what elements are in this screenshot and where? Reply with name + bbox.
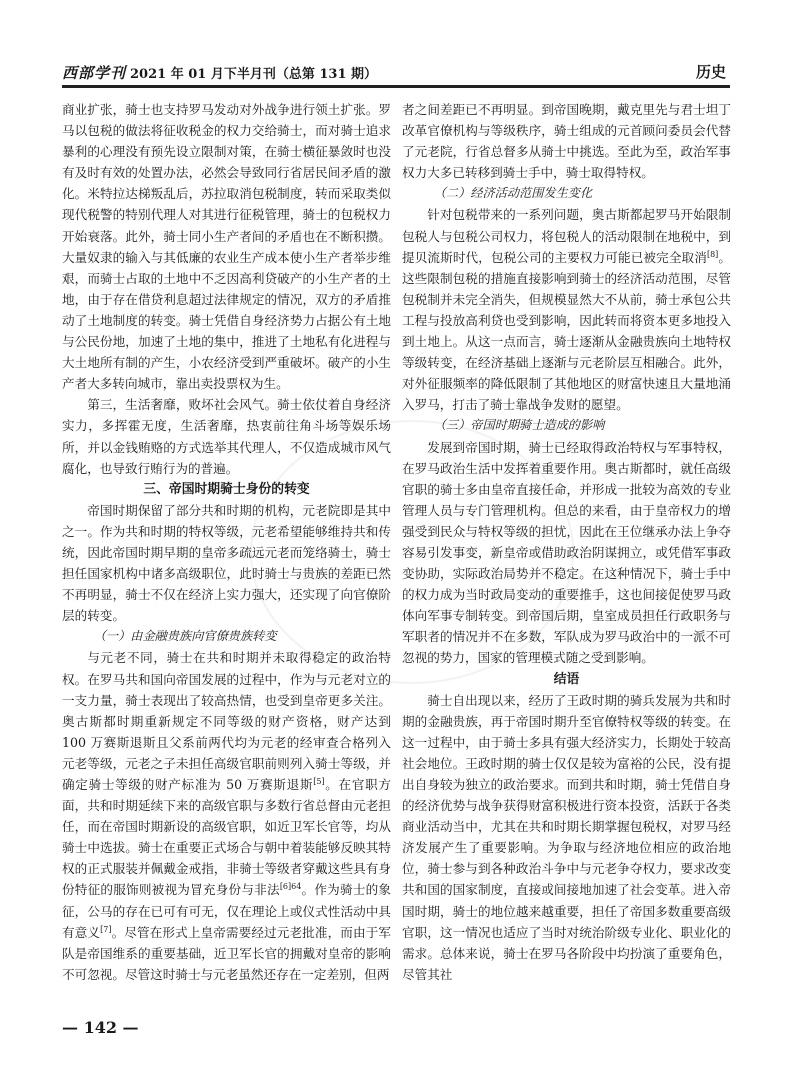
text-run: 。作为骑士的象征，公马的存在已可有可无，仅在理论上或仪式性活动中具有意义 [62,882,392,940]
subsection-heading: （三）帝国时期骑士造成的影响 [433,418,605,433]
citation: [7] [100,924,112,934]
paragraph: 第三，生活奢靡，败坏社会风气。骑士依仗着自身经济实力，多挥霍无度，生活奢靡，热衷前往角斗场等娱乐场所，并以金钱贿赂的方式选举其代理人，不仅造成城市风气腐化，也导致行贿行为的普遍。 [62,397,391,476]
text-run: 针对包税带来的一系列问题，奥古斯都起罗马开始限制包税人与包税公司权力，将包税人的活动限制在地税中，到提贝流斯时代，包税公司的主要权力可能已被完全取消 [402,207,731,265]
subsection-heading: （一）由金融贵族向官僚贵族转变 [93,629,277,644]
right-column [402,99,731,985]
paragraph [62,647,391,985]
paragraph [402,204,731,415]
paragraph: 骑士自出现以来，经历了王政时期的骑兵发展为共和时期的金融贵族，再于帝国时期升至官僚特权等级的转变。在这一过程中，由于骑士多具有强大经济实力，长期处于较高社会地位。王政时期的骑士仅仅是较为富裕的公民，没有提出自身较为独立的政治要求。而到共和时期，骑士凭借自身的经济优势与战争获得财富积极进行资本投资，活跃于各类商业活动当中，尤其在共和时期长期掌握包税权，对罗马经济发展产生了重要影响。为争取与经济地位相应的政治地位，骑士参与到各种政治斗争中与元老争夺权力，要求改变共和国的国家制度，直接或间接地加速了社会变革。进入帝国时期，骑士的地位越来越重要，担任了帝国多数重要高级官职，这一情况也适应了当时对统治阶级专业化、职业化的需求。总体来说，骑士在罗马各阶段中均扮演了重要角色，尽管其社 [402,692,731,982]
subsection-heading: （二）经济活动范围发生变化 [433,186,593,201]
text-run: 。这些限制包税的措施直接影响到骑士的经济活动范围，尽管包税制并未完全消失，但规模显然大不从前，骑士承包公共工程与投放高利贷也受到影响，因此转而将资本更多地投入到土地上。从这一点而言，骑士逐渐从金融贵族向土地特权等级转变，在经济基础上逐渐与元老阶层互相融合。此外，对外征服频率的降低限制了其他地区的财富快速且大量地涌入罗马，打击了骑士靠战争发财的愿望。 [402,249,732,413]
page-number: — 142 — [62,1018,139,1037]
running-header [62,60,730,82]
text-run: 。在官职方面，共和时期延续下来的高级官职与多数行省总督由元老担任，而在帝国时期新设的高级官职，如近卫军长官等，均从骑士中选拔。骑士在重要正式场合与朝中着装能够反映其特权的正式服装并佩戴金戒指，非骑士等级者穿戴这些具有身份特征的服饰则被视为冒充身份与非法 [62,777,391,898]
paragraph: 者之间差距已不再明显。到帝国晚期，戴克里先与君士坦丁改革官僚机构与等级秩序，骑士组成的元首顾问委员会代替了元老院，行省总督多从骑士中挑选。至此为至，政治军事权力大多已转移到骑士手中，骑士取得特权。 [402,102,731,181]
conclusion-heading: 结语 [553,671,580,687]
paragraph: 商业扩张，骑士也支持罗马发动对外战争进行领土扩张。罗马以包税的做法将征收税金的权力交给骑士，而对骑士追求暴利的心理没有预先设立限制对策，在骑士横征暴敛时也没有及时有效的处置办法，必然会导致同行省居民间矛盾的激化。米特拉达梯叛乱后，苏拉取消包税制度，转而采取类似现代税警的特别代理人对其进行征税管理，骑士的包税权力开始衰落。此外，骑士同小生产者间的矛盾也在不断积攒。大量奴隶的输入与其低廉的农业生产成本使小生产者举步维艰，而骑士占取的土地中不乏因高利贷破产的小生产者的土地，由于存在借贷利息超过法律规定的情况，双方的矛盾推动了土地制度的转变。骑士凭借自身经济势力占据公有土地与公民份地，加速了土地的集中，推进了土地私有化进程与大土地所有制的产生，小农经济受到严重破坏。破产的小生产者大多转向城市，靠出卖投票权为生。 [62,102,391,392]
section-title: 历史 [695,63,726,81]
journal-logo: 西部学刊 [62,64,127,82]
citation: [6]64 [279,882,302,892]
text-run: 与元老不同，骑士在共和时期并未取得稳定的政治特权。在罗马共和国向帝国发展的过程中，作为与元老对立的一支力量，骑士表现出了较高热情，也受到皇帝更多关注。奥古斯都时期重新规定不同等级的财产资格，财产达到 100 万赛斯退斯且父系前两代均为元老的经审查合格列入元老等级，元老之子未担任高级官职前则列入骑士等级，并确定骑士等级的财产标准为 50 万赛斯退斯 [62,650,391,792]
section-heading: 三、帝国时期骑士身份的转变 [143,481,310,497]
header-rule [62,85,730,88]
citation: [5] [313,776,325,786]
citation: [8] [706,249,719,259]
issue-info: 2021 年 01 月下半月刊（总第 131 期） [130,67,378,82]
paragraph: 帝国时期保留了部分共和时期的机构，元老院即是其中之一。作为共和时期的特权等级，元老希望能够维持共和传统，因此帝国时期早期的皇帝多疏远元老而笼络骑士，骑士担任国家机构中诸多高级职位，此时骑士与贵族的差距已然不再明显，骑士不仅在经济上实力强大，还实现了向官僚阶层的转变。 [62,502,391,624]
text-run: 。尽管在形式上皇帝需要经过元老批准，而由于军队是帝国维系的重要基础，近卫军长官的拥戴对皇帝的影响不可忽视。尽管这时骑士与元老虽然还存在一定差别，但两 [62,924,392,982]
paragraph: 发展到帝国时期，骑士已经取得政治特权与军事特权，在罗马政治生活中发挥着重要作用。奥古斯都时，就任高级官职的骑士多由皇帝直接任命，并形成一批较为高效的专业管理人员与专门管理机构。但总的来看，由于皇帝权力的增强受到民众与特权等级的担忧，因此在王位继承办法上争夺容易引发事变，新皇帝或借助政治阴谋拥立，或凭借军事政变协助，实际政治局势并不稳定。在这种情况下，骑士手中的权力成为当时政局变动的重要推手，这也间接促使罗马政体向军事专制转变。到帝国后期，皇室成员担任行政职务与军职者的情况并不在多数，军队成为罗马政治中的一派不可忽视的势力，国家的管理模式随之受到影响。 [402,439,731,666]
left-column [62,99,391,985]
